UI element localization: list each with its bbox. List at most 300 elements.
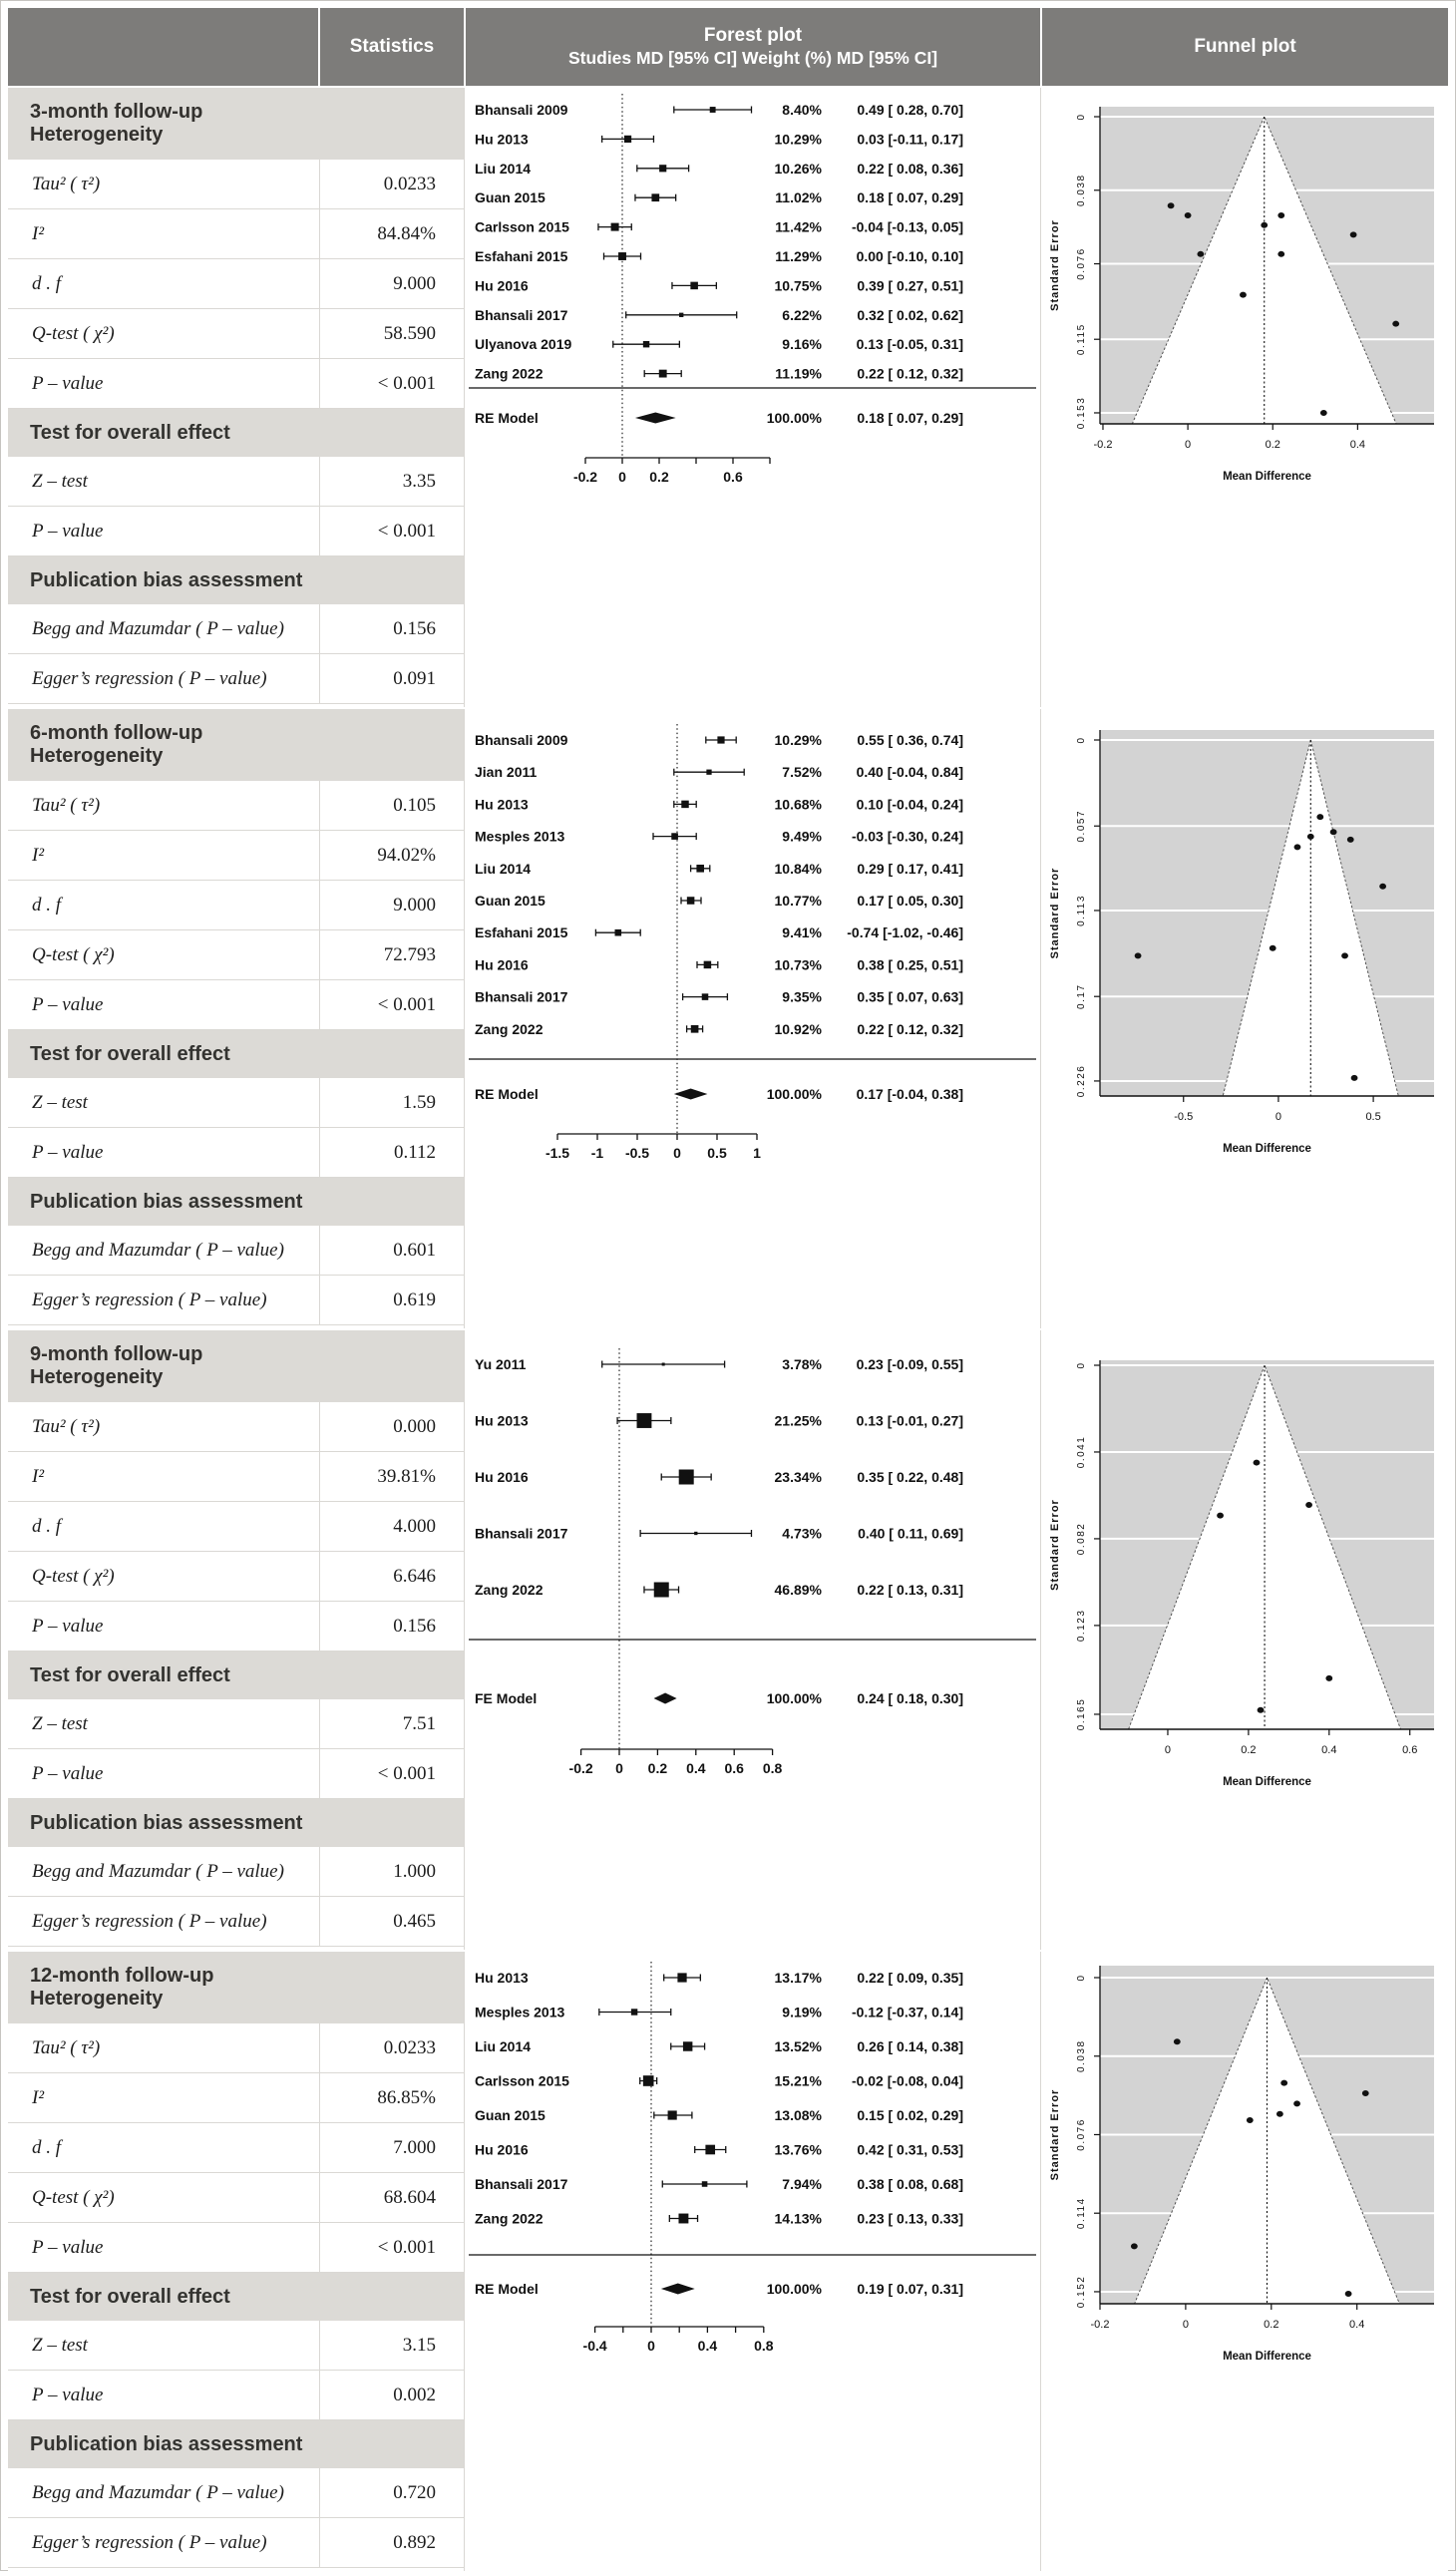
section-subtitle: Heterogeneity <box>30 745 164 767</box>
funnel-point <box>1305 1502 1312 1508</box>
funnel-point <box>1392 321 1399 327</box>
model-diamond <box>654 1693 677 1704</box>
stats-block-12-month <box>8 1952 464 2571</box>
stat-row <box>8 1847 464 1897</box>
stat-label: Egger’s regression ( P – value) <box>8 1897 320 1946</box>
stat-row <box>8 309 464 359</box>
overall-effect-header: Test for overall effect <box>8 1652 464 1699</box>
svg-text:Hu 2016: Hu 2016 <box>475 2141 529 2158</box>
svg-text:-0.12 [-0.37, 0.14]: -0.12 [-0.37, 0.14] <box>851 2004 963 2020</box>
stat-label: P – value <box>8 1128 320 1177</box>
stat-label: Z – test <box>8 1078 320 1127</box>
forest-study-row <box>475 336 963 352</box>
funnel-point <box>1258 1707 1265 1713</box>
svg-text:0.153: 0.153 <box>1076 396 1087 430</box>
effect-square <box>694 1532 697 1535</box>
svg-text:0.18 [ 0.07, 0.29]: 0.18 [ 0.07, 0.29] <box>857 189 963 206</box>
svg-text:9.19%: 9.19% <box>782 2004 822 2020</box>
svg-text:0.40 [ 0.11, 0.69]: 0.40 [ 0.11, 0.69] <box>858 1525 963 1542</box>
stat-value: 58.590 <box>383 322 436 344</box>
stat-label: Begg and Mazumdar ( P – value) <box>8 2468 320 2517</box>
svg-text:1: 1 <box>753 1145 761 1161</box>
stat-value: < 0.001 <box>377 372 436 394</box>
svg-text:Hu 2013: Hu 2013 <box>475 1970 529 1986</box>
funnel-plot-3-month <box>1041 88 1448 707</box>
stat-label: I² <box>8 209 320 258</box>
stat-label: P – value <box>8 507 320 555</box>
effect-square <box>671 833 678 840</box>
effect-square <box>705 2145 715 2155</box>
svg-text:0.24 [ 0.18, 0.30]: 0.24 [ 0.18, 0.30] <box>857 1690 963 1706</box>
effect-square <box>643 2075 654 2086</box>
svg-text:0.18 [ 0.07, 0.29]: 0.18 [ 0.07, 0.29] <box>857 410 963 426</box>
effect-square <box>637 1413 652 1428</box>
svg-text:0.17 [ 0.05, 0.30]: 0.17 [ 0.05, 0.30] <box>857 893 963 909</box>
svg-text:Zang 2022: Zang 2022 <box>475 1582 544 1598</box>
stat-value: 84.84% <box>377 222 436 244</box>
svg-text:Mean Difference: Mean Difference <box>1223 1143 1311 1155</box>
stat-row <box>8 980 464 1030</box>
forest-study-row <box>475 277 963 293</box>
publication-bias-header: Publication bias assessment <box>8 2420 464 2468</box>
stat-label: Egger’s regression ( P – value) <box>8 1276 320 1324</box>
svg-text:13.52%: 13.52% <box>774 2038 822 2054</box>
effect-square <box>654 1583 669 1598</box>
stat-label: Q-test ( χ²) <box>8 930 320 979</box>
stat-label: Q-test ( χ²) <box>8 2173 320 2222</box>
funnel-point <box>1350 231 1357 237</box>
stat-label: d . f <box>8 1502 320 1551</box>
svg-text:10.26%: 10.26% <box>774 160 822 177</box>
svg-text:Mesples 2013: Mesples 2013 <box>475 828 565 845</box>
svg-text:-0.03 [-0.30, 0.24]: -0.03 [-0.30, 0.24] <box>851 828 963 845</box>
svg-text:Esfahani 2015: Esfahani 2015 <box>475 248 568 264</box>
svg-text:0.123: 0.123 <box>1076 1609 1087 1643</box>
stats-block-6-month <box>8 709 464 1328</box>
svg-text:Liu 2014: Liu 2014 <box>475 860 532 877</box>
stat-row <box>8 2371 464 2420</box>
forest-cell-9-month <box>464 1330 1040 1950</box>
svg-text:Bhansali 2009: Bhansali 2009 <box>475 732 568 748</box>
svg-text:0.22 [ 0.12, 0.32]: 0.22 [ 0.12, 0.32] <box>857 365 963 382</box>
stat-value: 94.02% <box>377 844 436 866</box>
forest-study-row <box>475 1582 963 1598</box>
svg-text:0: 0 <box>1076 1974 1087 1982</box>
svg-text:0.19 [ 0.07, 0.31]: 0.19 [ 0.07, 0.31] <box>857 2281 963 2297</box>
svg-text:0.17: 0.17 <box>1076 983 1087 1009</box>
header-forest-subtitle: Studies MD [95% CI] Weight (%) MD [95% CI] <box>567 47 938 68</box>
effect-square <box>717 736 724 743</box>
stat-value: 0.465 <box>393 1910 436 1932</box>
svg-text:Zang 2022: Zang 2022 <box>475 1020 544 1037</box>
funnel-point <box>1197 251 1204 257</box>
svg-text:0: 0 <box>1274 1111 1281 1123</box>
forest-study-row <box>475 161 963 177</box>
forest-study-row <box>475 2142 963 2158</box>
funnel-point <box>1261 222 1268 228</box>
stat-row <box>8 881 464 930</box>
svg-text:Liu 2014: Liu 2014 <box>475 160 532 177</box>
stat-row <box>8 781 464 831</box>
model-diamond <box>661 2284 695 2295</box>
stat-label: d . f <box>8 881 320 929</box>
section-6-month <box>8 707 1448 1328</box>
svg-text:-0.02 [-0.08, 0.04]: -0.02 [-0.08, 0.04] <box>851 2072 963 2089</box>
svg-text:0.39 [ 0.27, 0.51]: 0.39 [ 0.27, 0.51] <box>857 277 963 294</box>
svg-text:10.92%: 10.92% <box>774 1020 822 1037</box>
section-12-month <box>8 1950 1448 2571</box>
stat-label: I² <box>8 2073 320 2122</box>
effect-square <box>659 370 667 378</box>
svg-text:0.2: 0.2 <box>649 469 669 485</box>
svg-text:0.2: 0.2 <box>1264 2319 1279 2331</box>
stat-value: 72.793 <box>383 943 436 965</box>
svg-text:0.29 [ 0.17, 0.41]: 0.29 [ 0.17, 0.41] <box>857 860 963 877</box>
svg-text:Guan 2015: Guan 2015 <box>475 893 546 909</box>
svg-text:Ulyanova 2019: Ulyanova 2019 <box>475 336 572 353</box>
svg-text:10.77%: 10.77% <box>774 893 822 909</box>
svg-text:0.076: 0.076 <box>1076 247 1087 280</box>
svg-text:11.42%: 11.42% <box>775 218 822 235</box>
svg-text:0.4: 0.4 <box>1321 1744 1337 1756</box>
effect-square <box>677 1973 686 1982</box>
svg-text:-1: -1 <box>590 1145 604 1161</box>
stat-value: 7.51 <box>402 1712 436 1734</box>
svg-text:Bhansali 2009: Bhansali 2009 <box>475 102 568 118</box>
stat-label: Tau² ( τ²) <box>8 2023 320 2072</box>
svg-text:0.17 [-0.04, 0.38]: 0.17 [-0.04, 0.38] <box>856 1086 963 1102</box>
funnel-point <box>1341 952 1348 958</box>
svg-text:Mean Difference: Mean Difference <box>1223 2351 1311 2363</box>
svg-text:-0.2: -0.2 <box>572 469 598 485</box>
svg-text:0.5: 0.5 <box>707 1145 727 1161</box>
svg-text:RE Model: RE Model <box>475 2281 539 2297</box>
svg-text:0.038: 0.038 <box>1076 174 1087 207</box>
funnel-point <box>1280 2080 1287 2086</box>
funnel-point <box>1247 2117 1254 2123</box>
svg-text:13.76%: 13.76% <box>774 2141 822 2158</box>
funnel-point <box>1347 837 1354 843</box>
stat-row <box>8 359 464 409</box>
svg-text:23.34%: 23.34% <box>774 1469 822 1485</box>
svg-text:9.49%: 9.49% <box>782 828 822 845</box>
model-diamond <box>635 413 676 424</box>
stat-value: 0.156 <box>393 617 436 639</box>
svg-text:0: 0 <box>1185 439 1192 451</box>
svg-text:13.08%: 13.08% <box>774 2107 822 2123</box>
svg-text:0.40 [-0.04, 0.84]: 0.40 [-0.04, 0.84] <box>856 764 963 781</box>
svg-text:0.38 [ 0.08, 0.68]: 0.38 [ 0.08, 0.68] <box>857 2176 963 2192</box>
stat-row <box>8 1749 464 1799</box>
svg-text:11.29%: 11.29% <box>775 248 822 264</box>
stat-value: 0.720 <box>393 2481 436 2503</box>
overall-effect-header: Test for overall effect <box>8 2273 464 2321</box>
svg-text:10.68%: 10.68% <box>774 796 822 813</box>
stat-value: 86.85% <box>377 2086 436 2108</box>
stat-label: Egger’s regression ( P – value) <box>8 2518 320 2567</box>
effect-square <box>678 2214 688 2224</box>
funnel-plot-6-month <box>1041 709 1448 1328</box>
funnel-cell-9-month <box>1040 1330 1448 1950</box>
stat-row <box>8 209 464 259</box>
stat-value: 9.000 <box>393 272 436 294</box>
svg-text:0.23 [ 0.13, 0.33]: 0.23 [ 0.13, 0.33] <box>857 2210 963 2227</box>
funnel-plot-9-month <box>1041 1330 1448 1950</box>
header-empty-cell <box>8 8 318 86</box>
forest-study-row <box>475 2107 963 2123</box>
svg-text:Zang 2022: Zang 2022 <box>475 365 544 382</box>
svg-text:0.4: 0.4 <box>1349 2319 1365 2331</box>
svg-text:11.02%: 11.02% <box>775 189 822 206</box>
forest-study-row <box>475 1356 963 1372</box>
svg-text:0.082: 0.082 <box>1076 1522 1087 1556</box>
stat-row <box>8 160 464 209</box>
svg-text:0.13 [-0.05, 0.31]: 0.13 [-0.05, 0.31] <box>856 336 963 353</box>
svg-text:0.114: 0.114 <box>1076 2197 1087 2230</box>
svg-text:0.00 [-0.10, 0.10]: 0.00 [-0.10, 0.10] <box>856 248 963 264</box>
section-subtitle: Heterogeneity <box>30 124 164 146</box>
stat-label: Z – test <box>8 1699 320 1748</box>
svg-text:0.55 [ 0.36, 0.74]: 0.55 [ 0.36, 0.74] <box>857 732 963 748</box>
svg-text:0.6: 0.6 <box>724 1760 744 1776</box>
svg-text:0.165: 0.165 <box>1076 1697 1087 1731</box>
stat-label: Begg and Mazumdar ( P – value) <box>8 1847 320 1896</box>
header-left-group <box>8 8 464 86</box>
svg-text:8.40%: 8.40% <box>782 102 822 118</box>
svg-text:0: 0 <box>1164 1744 1172 1756</box>
stat-value: 1.000 <box>393 1860 436 1882</box>
funnel-point <box>1217 1513 1224 1519</box>
section-title: 12-month follow-up <box>30 1965 214 1987</box>
svg-text:Standard Error: Standard Error <box>1049 2088 1061 2181</box>
funnel-point <box>1362 2090 1369 2096</box>
stat-label: Z – test <box>8 2321 320 2370</box>
svg-text:10.29%: 10.29% <box>774 732 822 748</box>
forest-study-row <box>475 764 963 780</box>
forest-study-row <box>475 307 963 323</box>
svg-text:Mesples 2013: Mesples 2013 <box>475 2004 565 2020</box>
svg-text:0.4: 0.4 <box>1349 439 1366 451</box>
stat-label: Q-test ( χ²) <box>8 309 320 358</box>
forest-plot-12-month <box>465 1952 1040 2571</box>
funnel-point <box>1131 2243 1138 2249</box>
stat-row <box>8 2321 464 2371</box>
publication-bias-header: Publication bias assessment <box>8 1799 464 1847</box>
effect-square <box>681 801 688 808</box>
funnel-point <box>1293 2100 1300 2106</box>
stat-value: 7.000 <box>393 2136 436 2158</box>
svg-text:0: 0 <box>1182 2319 1189 2331</box>
stat-row <box>8 259 464 309</box>
svg-text:13.17%: 13.17% <box>774 1970 822 1986</box>
svg-text:Hu 2016: Hu 2016 <box>475 956 529 973</box>
stat-label: P – value <box>8 1602 320 1651</box>
stat-row <box>8 1078 464 1128</box>
svg-text:0.38 [ 0.25, 0.51]: 0.38 [ 0.25, 0.51] <box>857 956 963 973</box>
stat-value: < 0.001 <box>377 1762 436 1784</box>
svg-text:100.00%: 100.00% <box>766 2281 822 2297</box>
svg-text:Liu 2014: Liu 2014 <box>475 2038 532 2054</box>
header-funnel: Funnel plot <box>1042 8 1448 86</box>
forest-study-row <box>475 1413 963 1429</box>
svg-text:-0.2: -0.2 <box>568 1760 593 1776</box>
stat-row <box>8 2123 464 2173</box>
effect-square <box>615 929 622 936</box>
svg-text:0.4: 0.4 <box>686 1760 706 1776</box>
stat-row <box>8 930 464 980</box>
svg-text:0.057: 0.057 <box>1076 809 1087 843</box>
svg-text:-1.5: -1.5 <box>545 1145 570 1161</box>
svg-text:15.21%: 15.21% <box>774 2072 822 2089</box>
funnel-point <box>1276 2111 1283 2117</box>
stat-label: Begg and Mazumdar ( P – value) <box>8 604 320 653</box>
section-9-month <box>8 1328 1448 1950</box>
svg-text:0.2: 0.2 <box>647 1760 668 1776</box>
stat-value: 3.15 <box>402 2334 436 2356</box>
stat-label: P – value <box>8 980 320 1029</box>
svg-text:0.22 [ 0.09, 0.35]: 0.22 [ 0.09, 0.35] <box>857 1970 963 1986</box>
svg-text:10.84%: 10.84% <box>774 860 822 877</box>
svg-text:0.22 [ 0.13, 0.31]: 0.22 [ 0.13, 0.31] <box>857 1582 963 1598</box>
funnel-point <box>1270 945 1276 951</box>
stat-value: < 0.001 <box>377 993 436 1015</box>
svg-text:10.75%: 10.75% <box>774 277 822 294</box>
funnel-point <box>1277 251 1284 257</box>
section-header-6-month <box>8 709 464 781</box>
svg-text:0.22 [ 0.08, 0.36]: 0.22 [ 0.08, 0.36] <box>857 160 963 177</box>
effect-square <box>706 770 711 775</box>
effect-square <box>704 961 712 969</box>
effect-square <box>702 993 709 1000</box>
svg-text:Hu 2016: Hu 2016 <box>475 1469 529 1485</box>
effect-square <box>659 165 666 172</box>
svg-text:Standard Error: Standard Error <box>1049 219 1061 311</box>
svg-text:0: 0 <box>1076 113 1087 121</box>
svg-text:Bhansali 2017: Bhansali 2017 <box>475 306 568 323</box>
header-statistics: Statistics <box>320 8 464 86</box>
header-forest <box>466 8 1040 86</box>
publication-bias-header: Publication bias assessment <box>8 556 464 604</box>
stat-row <box>8 1602 464 1652</box>
section-header-9-month <box>8 1330 464 1402</box>
svg-text:Esfahani 2015: Esfahani 2015 <box>475 924 568 941</box>
effect-square <box>683 2041 692 2050</box>
forest-study-row <box>475 189 963 205</box>
forest-study-row <box>475 102 963 118</box>
stat-value: 0.091 <box>393 667 436 689</box>
forest-model-row <box>475 2281 963 2297</box>
stat-row <box>8 1552 464 1602</box>
funnel-point <box>1320 410 1327 416</box>
svg-text:0.5: 0.5 <box>1365 1111 1381 1123</box>
svg-text:0.42 [ 0.31, 0.53]: 0.42 [ 0.31, 0.53] <box>857 2141 963 2158</box>
stat-label: P – value <box>8 1749 320 1798</box>
stat-value: 0.601 <box>393 1239 436 1261</box>
forest-study-row <box>475 829 963 845</box>
stat-value: 6.646 <box>393 1565 436 1587</box>
stats-block-9-month <box>8 1330 464 1950</box>
svg-text:21.25%: 21.25% <box>774 1412 822 1429</box>
svg-text:0.8: 0.8 <box>762 1760 783 1776</box>
forest-study-row <box>475 1469 963 1485</box>
svg-text:0.26 [ 0.14, 0.38]: 0.26 [ 0.14, 0.38] <box>857 2038 963 2054</box>
funnel-plot-12-month <box>1041 1952 1448 2571</box>
stat-value: 39.81% <box>377 1465 436 1487</box>
stat-row <box>8 1226 464 1276</box>
svg-text:9.16%: 9.16% <box>782 336 822 353</box>
stat-value: 0.156 <box>393 1615 436 1637</box>
svg-text:0.23 [-0.09, 0.55]: 0.23 [-0.09, 0.55] <box>856 1356 963 1372</box>
overall-effect-header: Test for overall effect <box>8 409 464 457</box>
forest-study-row <box>475 989 963 1005</box>
svg-text:-0.4: -0.4 <box>582 2338 607 2354</box>
forest-study-row <box>475 2005 963 2020</box>
table-header-row <box>8 8 1448 86</box>
svg-text:0: 0 <box>618 469 626 485</box>
forest-study-row <box>475 2038 963 2054</box>
svg-text:7.52%: 7.52% <box>782 764 822 781</box>
funnel-point <box>1351 1075 1358 1081</box>
effect-square <box>679 1470 694 1485</box>
svg-text:0.2: 0.2 <box>1265 439 1280 451</box>
effect-square <box>710 107 716 113</box>
stat-label: P – value <box>8 359 320 408</box>
stat-row <box>8 831 464 881</box>
funnel-point <box>1135 952 1142 958</box>
effect-square <box>687 897 695 905</box>
svg-text:Hu 2013: Hu 2013 <box>475 131 529 148</box>
stat-value: 0.112 <box>393 1141 436 1163</box>
svg-text:0: 0 <box>647 2338 655 2354</box>
section-3-month <box>8 86 1448 707</box>
effect-square <box>691 1025 699 1033</box>
svg-text:-0.74 [-1.02, -0.46]: -0.74 [-1.02, -0.46] <box>847 924 963 941</box>
svg-text:100.00%: 100.00% <box>766 410 822 426</box>
svg-text:Mean Difference: Mean Difference <box>1223 471 1311 483</box>
forest-plot-6-month <box>465 709 1040 1328</box>
svg-text:-0.2: -0.2 <box>1090 2319 1110 2331</box>
funnel-cell-3-month <box>1040 88 1448 707</box>
section-title: 9-month follow-up <box>30 1343 203 1365</box>
svg-text:100.00%: 100.00% <box>766 1690 822 1706</box>
forest-model-row <box>475 1086 963 1102</box>
forest-cell-6-month <box>464 709 1040 1328</box>
svg-text:14.13%: 14.13% <box>774 2210 822 2227</box>
stat-row <box>8 2023 464 2073</box>
stat-row <box>8 2518 464 2568</box>
svg-text:Guan 2015: Guan 2015 <box>475 2107 546 2123</box>
svg-text:RE Model: RE Model <box>475 410 539 426</box>
svg-text:0.35 [ 0.07, 0.63]: 0.35 [ 0.07, 0.63] <box>857 988 963 1005</box>
forest-study-row <box>475 956 963 972</box>
funnel-point <box>1240 292 1247 298</box>
stat-value: 4.000 <box>393 1515 436 1537</box>
forest-study-row <box>475 131 963 147</box>
stat-label: P – value <box>8 2371 320 2419</box>
svg-text:0.15 [ 0.02, 0.29]: 0.15 [ 0.02, 0.29] <box>857 2107 963 2123</box>
effect-square <box>690 282 698 290</box>
stat-value: 0.892 <box>393 2531 436 2553</box>
funnel-point <box>1185 212 1192 218</box>
svg-text:0.113: 0.113 <box>1076 895 1087 926</box>
stat-label: I² <box>8 1452 320 1501</box>
stat-row <box>8 1897 464 1947</box>
stat-row <box>8 507 464 556</box>
svg-text:Guan 2015: Guan 2015 <box>475 189 546 206</box>
effect-square <box>618 252 626 260</box>
stat-row <box>8 1128 464 1178</box>
funnel-point <box>1254 1460 1261 1466</box>
